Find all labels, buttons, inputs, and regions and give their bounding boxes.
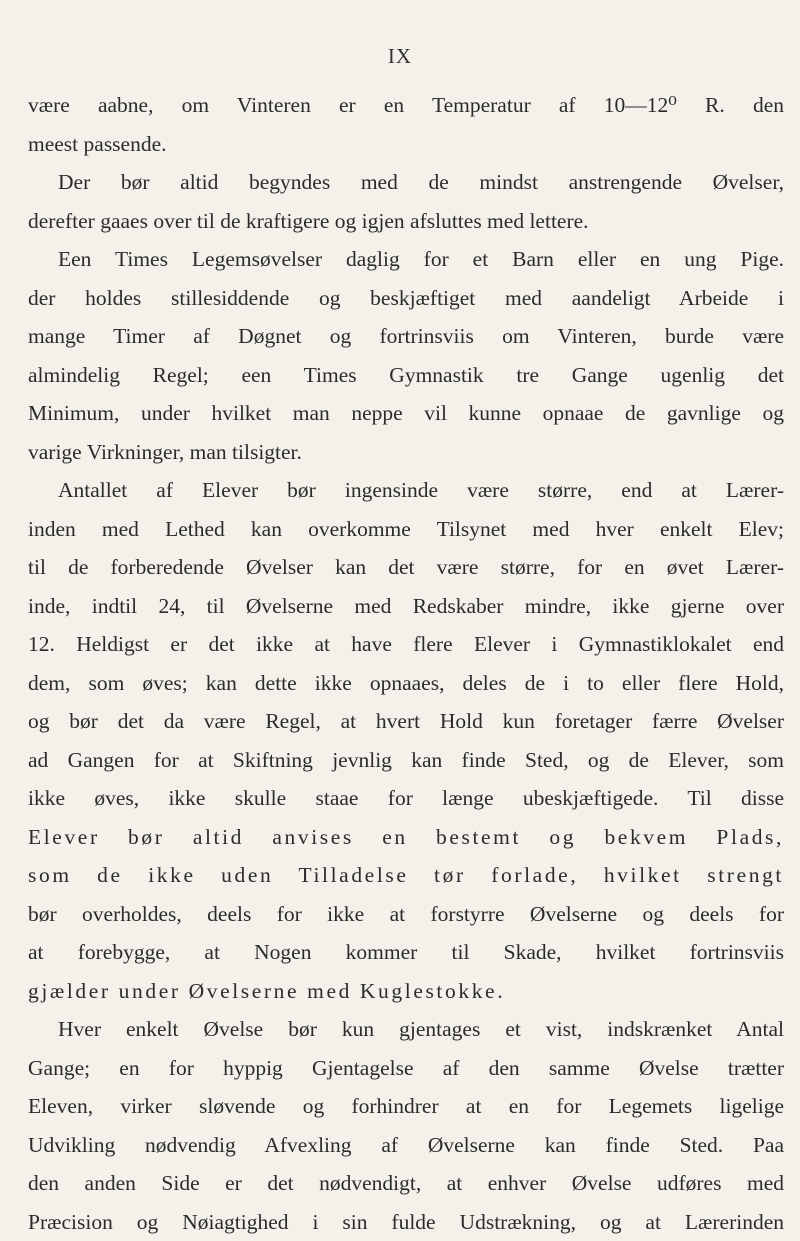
text-line: 12. Heldigst er det ikke at have flere Elever i Gymnastiklokalet end	[28, 625, 784, 664]
text-line-spaced: som de ikke uden Tilladelse tør forlade, hvilket strengt	[28, 856, 784, 895]
text-line: Een Times Legemsøvelser daglig for et Barn eller en ung Pige.	[28, 240, 784, 279]
text-line: Hver enkelt Øvelse bør kun gjentages et vist, indskrænket Antal	[28, 1010, 784, 1049]
text-line: Eleven, virker sløvende og forhindrer at en for Legemets ligelige	[28, 1087, 784, 1126]
text-line: ad Gangen for at Skiftning jevnlig kan finde Sted, og de Elever, som	[28, 741, 784, 780]
text-line-spaced: gjælder under Øvelserne med Kuglestokke.	[28, 972, 784, 1011]
text-line: bør overholdes, deels for ikke at forstyrre Øvelserne og deels for	[28, 895, 784, 934]
text-line: dem, som øves; kan dette ikke opnaaes, deles de i to eller flere Hold,	[28, 664, 784, 703]
text-line: inden med Lethed kan overkomme Tilsynet med hver enkelt Elev;	[28, 510, 784, 549]
text-line: meest passende.	[28, 125, 784, 164]
text-line: inde, indtil 24, til Øvelserne med Redskaber mindre, ikke gjerne over	[28, 587, 784, 626]
page-number: IX	[0, 44, 800, 69]
text-line: være aabne, om Vinteren er en Temperatur af 10—12⁰ R. den	[28, 86, 784, 125]
text-line: varige Virkninger, man tilsigter.	[28, 433, 784, 472]
text-line: Der bør altid begyndes med de mindst anstrengende Øvelser,	[28, 163, 784, 202]
text-line-spaced: Elever bør altid anvises en bestemt og bekvem Plads,	[28, 818, 784, 857]
text-line: Udvikling nødvendig Afvexling af Øvelserne kan finde Sted. Paa	[28, 1126, 784, 1165]
text-line: Gange; en for hyppig Gjentagelse af den samme Øvelse trætter	[28, 1049, 784, 1088]
text-line: mange Timer af Døgnet og fortrinsviis om Vinteren, burde være	[28, 317, 784, 356]
text-line: ikke øves, ikke skulle staae for længe ubeskjæftigede. Til disse	[28, 779, 784, 818]
text-line: den anden Side er det nødvendigt, at enhver Øvelse udføres med	[28, 1164, 784, 1203]
text-line: der holdes stillesiddende og beskjæftiget med aandeligt Arbeide i	[28, 279, 784, 318]
text-line: Præcision og Nøiagtighed i sin fulde Udstrækning, og at Lærerinden	[28, 1203, 784, 1241]
text-line: Antallet af Elever bør ingensinde være større, end at Lærer-	[28, 471, 784, 510]
text-line: almindelig Regel; een Times Gymnastik tre Gange ugenlig det	[28, 356, 784, 395]
text-line: og bør det da være Regel, at hvert Hold kun foretager færre Øvelser	[28, 702, 784, 741]
text-line: til de forberedende Øvelser kan det være større, for en øvet Lærer-	[28, 548, 784, 587]
text-line: derefter gaaes over til de kraftigere og igjen afsluttes med lettere.	[28, 202, 784, 241]
text-line: at forebygge, at Nogen kommer til Skade, hvilket fortrinsviis	[28, 933, 784, 972]
body-text	[28, 86, 784, 1241]
text-line: Minimum, under hvilket man neppe vil kunne opnaae de gavnlige og	[28, 394, 784, 433]
